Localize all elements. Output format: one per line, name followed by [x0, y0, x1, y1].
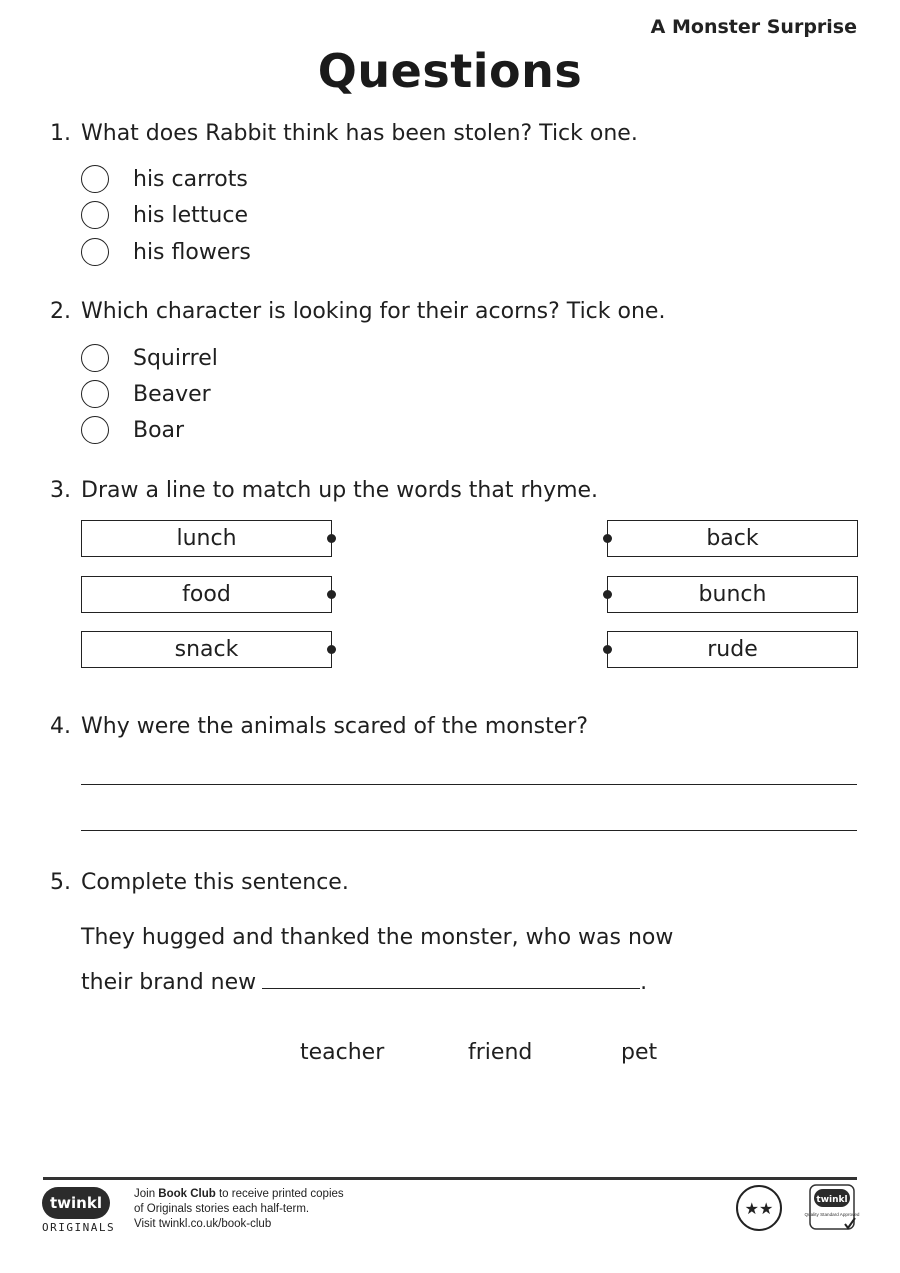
option-row	[81, 342, 218, 374]
tick-circle[interactable]	[81, 416, 109, 444]
question-text: Why were the animals scared of the monster?	[81, 714, 589, 739]
option-label: his lettuce	[133, 202, 248, 228]
word-choice: friend	[468, 1040, 533, 1065]
tick-circle[interactable]	[81, 201, 109, 229]
story-title: A Monster Surprise	[650, 16, 857, 38]
book-club-link: Visit twinkl.co.uk/book-club	[134, 1218, 272, 1230]
question-number: 5.	[50, 870, 71, 895]
left-word-box[interactable]	[81, 520, 332, 557]
logo-badge: twinkl	[42, 1187, 110, 1219]
sentence-line-2	[81, 968, 647, 995]
option-label: Beaver	[133, 381, 211, 407]
quality-caption: Quality Standard Approved	[804, 1212, 860, 1217]
question-5	[50, 870, 860, 895]
answer-line[interactable]	[81, 830, 857, 831]
question-text: Draw a line to match up the words that rhyme.	[81, 478, 599, 503]
question-text: Which character is looking for their acorns? Tick one.	[81, 299, 666, 324]
word-label: back	[706, 526, 759, 551]
question-text: What does Rabbit think has been stolen? Tick one.	[81, 121, 638, 146]
quality-badge-icon	[804, 1184, 860, 1232]
word-choice: teacher	[300, 1040, 385, 1065]
tick-circle[interactable]	[81, 380, 109, 408]
word-label: rude	[707, 637, 758, 662]
match-dot[interactable]	[603, 590, 612, 599]
question-number: 3.	[50, 478, 71, 503]
sentence-line-1: They hugged and thanked the monster, who was now	[81, 925, 674, 950]
question-number: 4.	[50, 714, 71, 739]
quality-badge-text: twinkl	[816, 1195, 848, 1205]
right-word-box[interactable]	[607, 576, 858, 613]
option-label: his carrots	[133, 166, 248, 192]
option-row	[81, 163, 248, 195]
left-word-box[interactable]	[81, 576, 332, 613]
option-row	[81, 236, 251, 268]
page-title: Questions	[317, 44, 583, 98]
twinkl-originals-logo	[42, 1187, 116, 1239]
book-club-label: Book Club	[158, 1188, 216, 1200]
fill-in-blank[interactable]	[262, 968, 640, 989]
left-word-box[interactable]	[81, 631, 332, 668]
book-club-line-2: of Originals stories each half-term.	[134, 1203, 310, 1215]
tick-circle[interactable]	[81, 165, 109, 193]
footer-divider	[43, 1177, 857, 1180]
word-label: bunch	[698, 582, 767, 607]
logo-subtitle: ORIGINALS	[42, 1221, 116, 1234]
tick-circle[interactable]	[81, 238, 109, 266]
join-prefix: Join	[134, 1188, 159, 1200]
question-1	[50, 121, 860, 146]
join-suffix: to receive printed copies	[215, 1188, 344, 1200]
sentence-start: their brand new	[81, 970, 257, 995]
tick-circle[interactable]	[81, 344, 109, 372]
question-number: 2.	[50, 299, 71, 324]
word-choice: pet	[621, 1040, 658, 1065]
question-4	[50, 714, 860, 739]
match-dot[interactable]	[603, 645, 612, 654]
word-label: lunch	[176, 526, 237, 551]
question-text: Complete this sentence.	[81, 870, 349, 895]
word-label: snack	[174, 637, 239, 662]
quality-standard-badge	[804, 1184, 860, 1232]
match-dot[interactable]	[327, 645, 336, 654]
difficulty-stars-icon: ★★	[736, 1185, 782, 1231]
match-dot[interactable]	[603, 534, 612, 543]
question-number: 1.	[50, 121, 71, 146]
word-label: food	[182, 582, 231, 607]
book-club-note	[134, 1187, 344, 1232]
option-label: Boar	[133, 417, 185, 443]
option-row	[81, 199, 248, 231]
option-row	[81, 378, 211, 410]
option-label: his flowers	[133, 239, 251, 265]
question-2	[50, 299, 860, 324]
sentence-end: .	[640, 970, 648, 995]
question-3	[50, 478, 860, 503]
match-dot[interactable]	[327, 590, 336, 599]
answer-line[interactable]	[81, 784, 857, 785]
match-dot[interactable]	[327, 534, 336, 543]
right-word-box[interactable]	[607, 631, 858, 668]
right-word-box[interactable]	[607, 520, 858, 557]
option-label: Squirrel	[133, 345, 218, 371]
option-row	[81, 414, 184, 446]
